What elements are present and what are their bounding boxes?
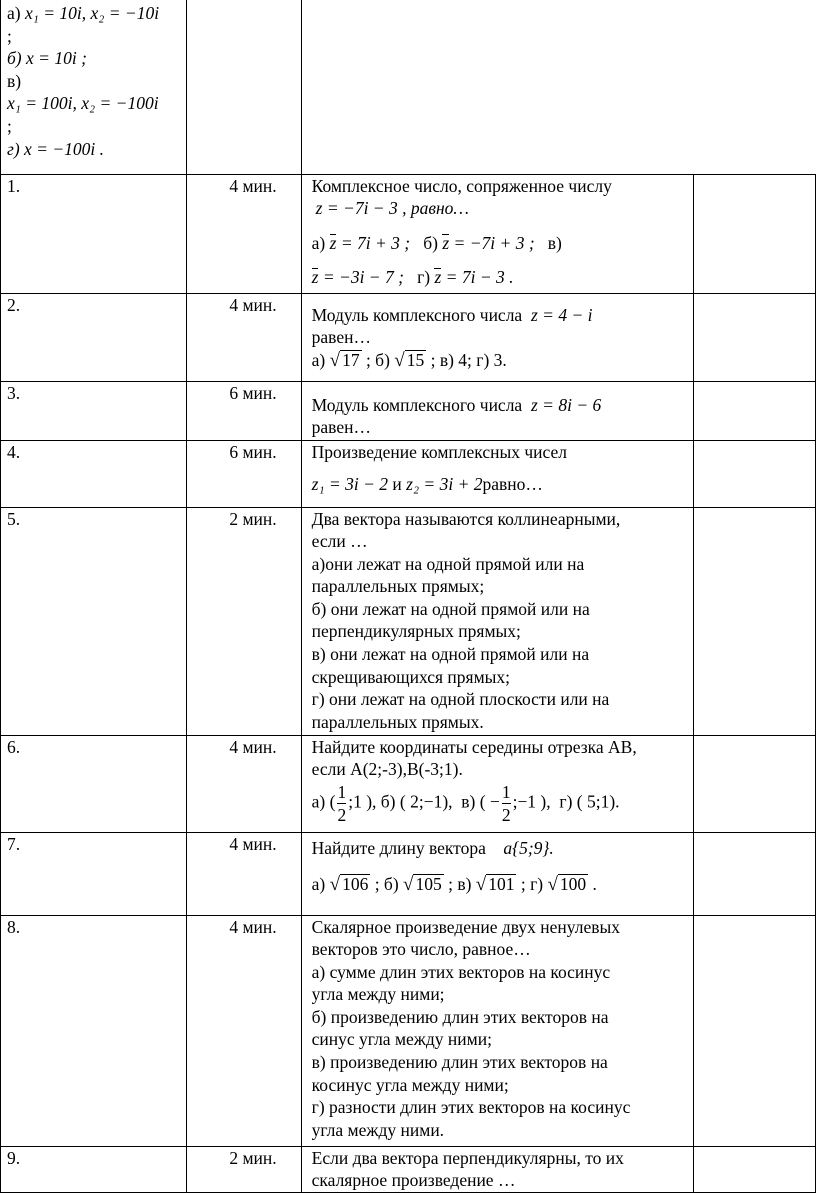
question-cell — [301, 507, 694, 735]
table-row — [1, 1146, 816, 1192]
answer-c-semicolon: ; — [7, 115, 12, 136]
option-c-label: в) ( − — [461, 791, 500, 812]
question-line: Скалярное произведение двух ненулевых — [311, 916, 621, 937]
sqrt-icon: √ — [394, 349, 405, 371]
intro-row — [1, 0, 816, 174]
answer-cell — [694, 381, 816, 440]
conjugate-z: z — [311, 267, 319, 288]
conjugate-z: z — [442, 232, 450, 253]
row-time: 4 мин. — [186, 832, 301, 915]
option-d-value: 100 — [559, 874, 587, 895]
option-c-value: ;−1 ), — [512, 791, 551, 812]
options-end: . — [588, 874, 597, 895]
z1-formula: z₁ = 3i − 2 — [311, 474, 389, 495]
question-line: Если два вектора перпендикулярны, то их — [311, 1147, 624, 1168]
question-cell — [301, 832, 694, 915]
row-time: 4 мин. — [186, 735, 301, 832]
option-b-value: = −7i + 3 ; — [449, 232, 535, 253]
answer-a-prefix: а) — [7, 3, 21, 23]
fraction-denominator: 2 — [501, 804, 511, 825]
question-line: скрещивающихся прямых; — [311, 666, 511, 687]
question-cell — [301, 174, 694, 293]
question-line: перпендикулярных прямых; — [311, 621, 521, 642]
conjugate-z: z — [434, 267, 442, 288]
option-b: б) ( 2;−1), — [380, 791, 453, 812]
option-b-label: б) — [423, 232, 438, 253]
question-line: векторов это число, равное… — [311, 939, 531, 960]
sqrt-icon: √ — [403, 874, 414, 896]
row-time: 2 мин. — [186, 507, 301, 735]
answer-c-formula: x₁ = 100i, x₂ = −100i — [7, 93, 159, 114]
table-row — [1, 440, 816, 507]
option-b-label: ; б) — [365, 349, 390, 370]
question-line: б) произведению длин этих векторов на — [311, 1006, 609, 1027]
table-row — [1, 381, 816, 440]
question-text: Найдите длину вектора — [311, 837, 486, 858]
option-c-value: = −3i − 7 ; — [318, 267, 404, 288]
row-time: 2 мин. — [186, 1146, 301, 1192]
row-number: 1. — [1, 174, 187, 293]
row-number: 8. — [1, 915, 187, 1146]
intro-blank-cell — [186, 0, 301, 174]
option-b-value: 15 — [406, 349, 425, 370]
answer-c-prefix: в) — [7, 70, 22, 91]
question-line: г) они лежат на одной плоскости или на — [311, 689, 610, 710]
question-line: косинус угла между ними; — [311, 1074, 509, 1095]
option-a-value: = 7i + 3 ; — [336, 232, 411, 253]
table-row — [1, 735, 816, 832]
conjugate-z: z — [329, 232, 337, 253]
question-line: параллельных прямых; — [311, 576, 485, 597]
table-row — [1, 915, 816, 1146]
question-line: скалярное произведение … — [311, 1170, 516, 1191]
option-d: г) ( 5;1). — [559, 791, 620, 812]
row-number: 6. — [1, 735, 187, 832]
question-formula: z = 8i − 6 — [530, 394, 602, 415]
answer-cell — [694, 735, 816, 832]
question-formula: z = −7i − 3 , равно… — [315, 198, 469, 219]
answer-cell — [694, 440, 816, 507]
question-line: в) произведению длин этих векторов на — [311, 1052, 608, 1073]
row-number: 5. — [1, 507, 187, 735]
question-text-tail: равен… — [311, 327, 371, 348]
answer-d-line: г) x = −100i . — [7, 138, 105, 159]
sqrt-icon: √ — [329, 349, 341, 371]
question-text: Произведение комплексных чисел — [311, 441, 567, 462]
sqrt-icon: √ — [475, 874, 487, 896]
table-row — [1, 174, 816, 293]
intro-answers-cell — [1, 0, 187, 174]
question-line: б) они лежат на одной прямой или на — [311, 598, 590, 619]
question-line: синус угла между ними; — [311, 1029, 492, 1050]
option-c-label: в) — [547, 232, 562, 253]
row-time: 6 мин. — [186, 381, 301, 440]
question-text: Модуль комплексного числа — [311, 394, 523, 415]
sqrt-icon: √ — [329, 874, 341, 896]
question-text: Модуль комплексного числа — [311, 304, 523, 325]
question-cell — [301, 381, 694, 440]
question-line: а) сумме длин этих векторов на косинус — [311, 961, 611, 982]
question-formula: z = 4 − i — [530, 304, 593, 325]
question-line: г) разности длин этих векторов на косинус — [311, 1097, 631, 1118]
option-b-label: ; б) — [374, 874, 399, 895]
question-line: а)они лежат на одной прямой или на — [311, 553, 585, 574]
table-row — [1, 832, 816, 915]
option-d-label: г) — [417, 267, 431, 288]
option-a-label: а) — [311, 232, 326, 253]
answer-cell — [694, 1146, 816, 1192]
fraction — [502, 781, 511, 826]
option-d-label: ; г) — [520, 874, 544, 895]
question-line: параллельных прямых. — [311, 711, 484, 732]
question-text-tail: равен… — [311, 417, 371, 438]
intro-empty-space — [301, 0, 815, 174]
question-text: если А(2;-3),В(-3;1). — [311, 759, 463, 780]
row-number: 3. — [1, 381, 187, 440]
table-row — [1, 293, 816, 381]
option-a-value: 17 — [342, 349, 360, 370]
row-number: 4. — [1, 440, 187, 507]
option-a-value: 106 — [342, 874, 369, 895]
row-time: 4 мин. — [186, 174, 301, 293]
option-c-value: 101 — [488, 874, 515, 895]
table-row — [1, 507, 816, 735]
answer-a-semicolon: ; — [7, 25, 12, 46]
question-text-tail: равно… — [482, 474, 543, 495]
row-number: 2. — [1, 293, 187, 381]
question-text: Найдите координаты середины отрезка АВ, — [311, 736, 637, 757]
question-cell — [301, 915, 694, 1146]
question-cell — [301, 1146, 694, 1192]
row-time: 4 мин. — [186, 293, 301, 381]
option-d-value: = 7i − 3 . — [441, 267, 514, 288]
fraction — [337, 781, 346, 826]
option-a-label: а) — [311, 349, 326, 370]
question-cell — [301, 440, 694, 507]
question-line: угла между ними. — [311, 1119, 445, 1140]
row-time: 4 мин. — [186, 915, 301, 1146]
answer-cell — [694, 507, 816, 735]
fraction-numerator: 1 — [501, 781, 511, 802]
option-c-label: ; в) — [448, 874, 472, 895]
row-time: 6 мин. — [186, 440, 301, 507]
vector-formula: a{5;9}. — [503, 837, 554, 858]
options-rest: ; в) 4; г) 3. — [430, 349, 507, 370]
sqrt-icon: √ — [547, 874, 558, 896]
answer-b-line: б) x = 10i ; — [7, 48, 87, 69]
z2-formula: z₂ = 3i + 2 — [406, 474, 483, 495]
row-number: 7. — [1, 832, 187, 915]
conjunction: и — [392, 474, 402, 495]
question-cell — [301, 735, 694, 832]
question-line: в) они лежат на одной прямой или на — [311, 644, 590, 665]
option-a-label: а) ( — [311, 791, 336, 812]
question-text: Комплексное число, сопряженное числу — [311, 175, 612, 196]
answer-cell — [694, 832, 816, 915]
fraction-numerator: 1 — [337, 781, 347, 802]
question-cell — [301, 293, 694, 381]
answer-a-formula: x₁ = 10i, x₂ = −10i — [24, 3, 160, 23]
answer-cell — [694, 174, 816, 293]
fraction-denominator: 2 — [337, 804, 347, 825]
question-line: Два вектора называются коллинеарными, — [311, 508, 621, 529]
question-line: угла между ними; — [311, 984, 445, 1005]
answer-cell — [694, 915, 816, 1146]
option-a-value: ;1 ), — [348, 791, 377, 812]
answer-cell — [694, 293, 816, 381]
option-b-value: 105 — [415, 874, 442, 895]
row-number: 9. — [1, 1146, 187, 1192]
option-a-label: а) — [311, 874, 326, 895]
question-line: если … — [311, 531, 368, 552]
